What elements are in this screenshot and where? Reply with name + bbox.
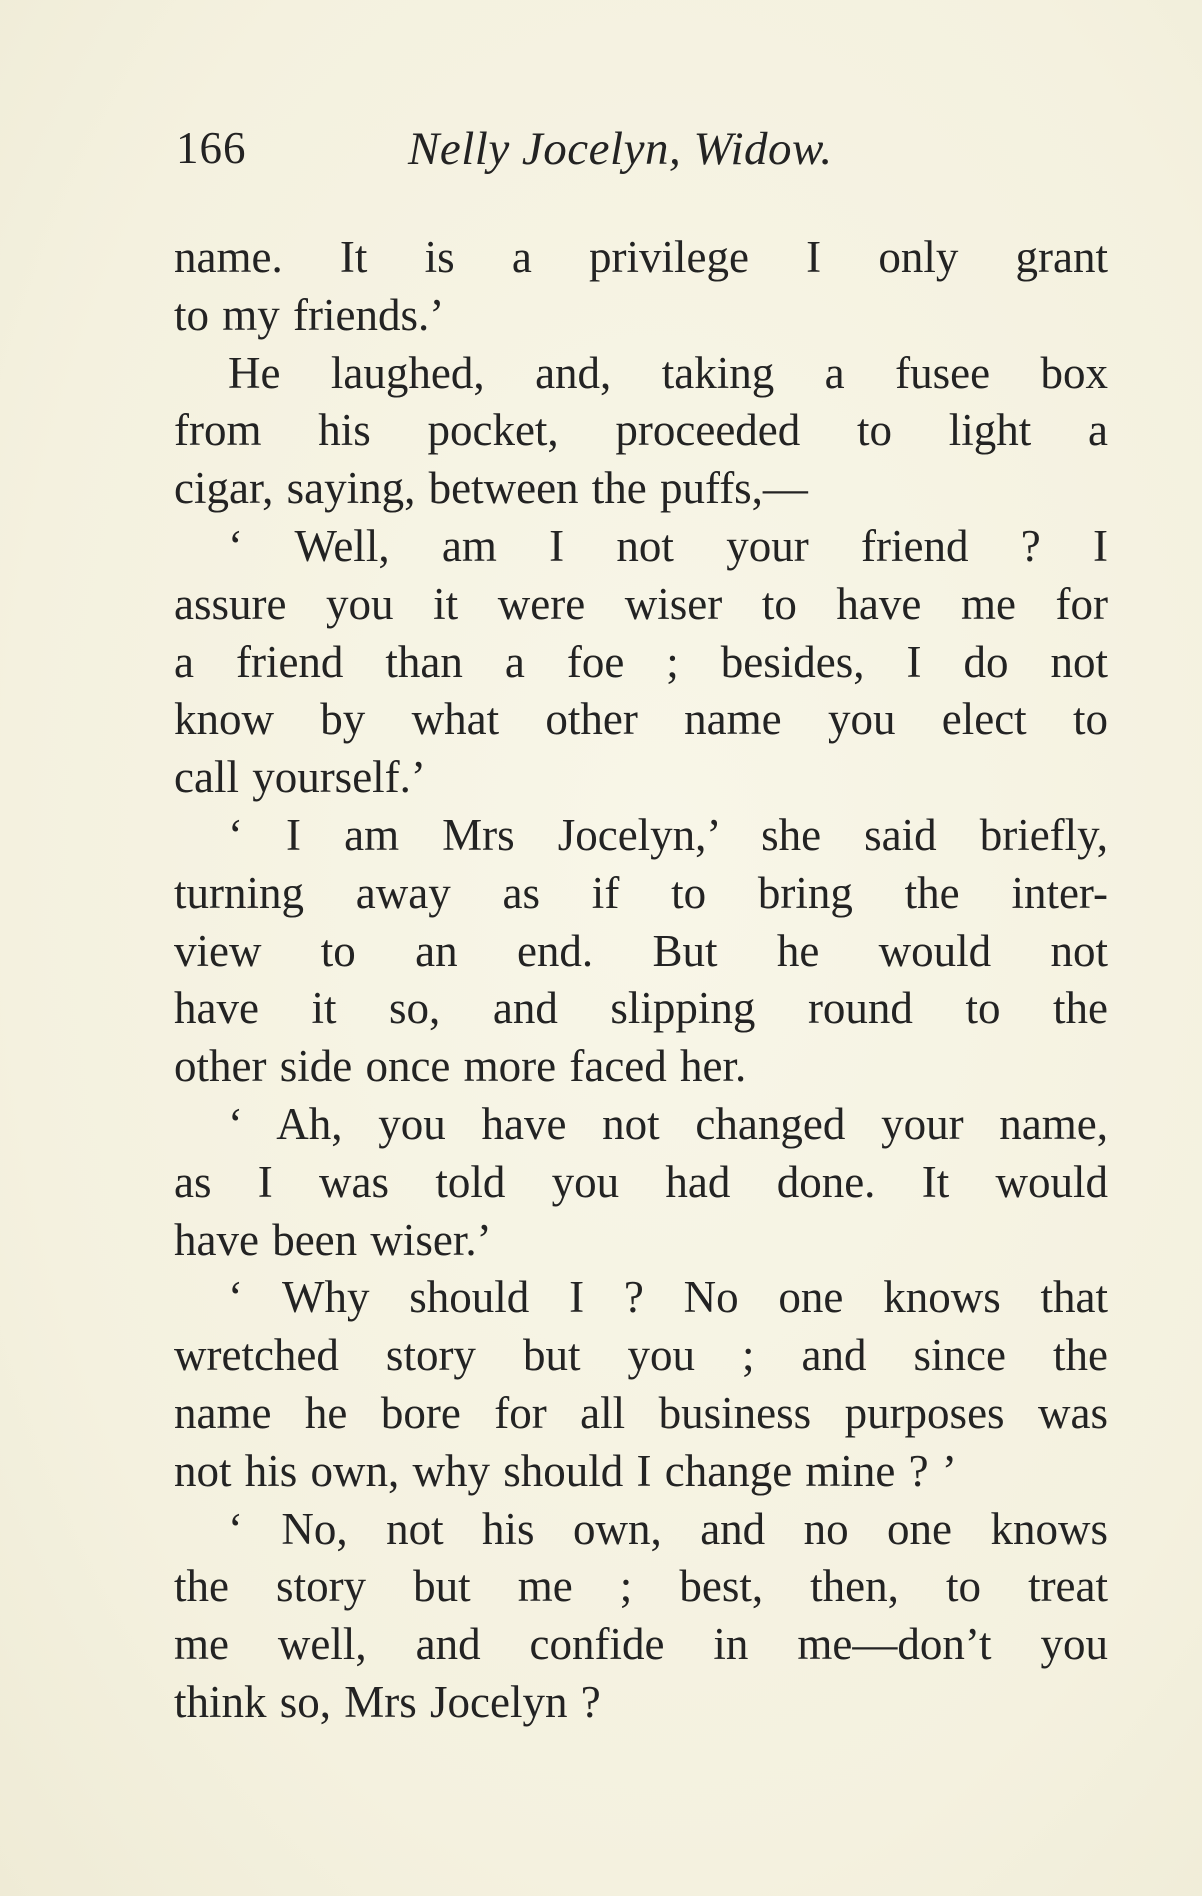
- text-line: ‘ No, not his own, and no one knows: [228, 1503, 1108, 1554]
- text-line: to my friends.’: [174, 289, 445, 340]
- text-line: cigar, saying, between the puffs,—: [174, 463, 808, 514]
- text-line: call yourself.’: [174, 752, 426, 803]
- text-line: a friend than a foe ; besides, I do not: [174, 636, 1108, 687]
- running-title: Nelly Jocelyn, Widow.: [408, 123, 833, 175]
- text-line: ‘ Well, am I not your friend ? I: [228, 520, 1108, 571]
- text-line: assure you it were wiser to have me for: [174, 578, 1108, 629]
- text-line: ‘ Why should I ? No one knows that: [228, 1272, 1108, 1323]
- text-line: view to an end. But he would not: [174, 925, 1108, 976]
- body-text: [174, 229, 1108, 1732]
- text-line: have been wiser.’: [174, 1214, 492, 1265]
- text-line: turning away as if to bring the inter-: [174, 867, 1108, 918]
- text-line: wretched story but you ; and since the: [174, 1330, 1108, 1381]
- text-line: name he bore for all business purposes was: [174, 1387, 1108, 1438]
- text-line: me well, and confide in me—don’t you: [174, 1619, 1108, 1670]
- text-line: the story but me ; best, then, to treat: [174, 1561, 1108, 1612]
- page-number: 166: [176, 123, 247, 173]
- text-line: from his pocket, proceeded to light a: [174, 405, 1108, 456]
- running-head: [176, 122, 1106, 182]
- text-line: have it so, and slipping round to the: [174, 983, 1108, 1034]
- text-line: ‘ Ah, you have not changed your name,: [228, 1098, 1108, 1149]
- text-line: not his own, why should I change mine ? ’: [174, 1445, 957, 1496]
- text-line: name. It is a privilege I only grant: [174, 232, 1108, 282]
- text-line: ‘ I am Mrs Jocelyn,’ she said briefly,: [228, 809, 1108, 860]
- text-line: other side once more faced her.: [174, 1041, 747, 1092]
- text-line: think so, Mrs Jocelyn ?: [174, 1676, 601, 1727]
- text-line: as I was told you had done. It would: [174, 1156, 1108, 1207]
- text-line: He laughed, and, taking a fusee box: [228, 347, 1108, 398]
- text-line: know by what other name you elect to: [174, 694, 1108, 745]
